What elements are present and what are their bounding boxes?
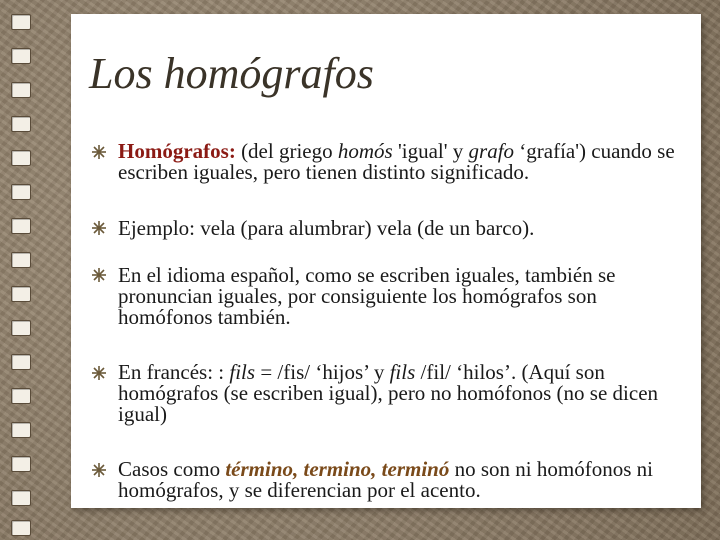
film-perforation-icon [11,150,31,166]
word-grafo: grafo [468,139,515,163]
asterisk-bullet-icon [91,267,107,283]
bullet-list [71,14,701,508]
film-perforation-icon [11,520,31,536]
word-homos: homós [337,139,393,163]
film-perforation-icon [11,286,31,302]
word-fils-1: fils [229,360,256,384]
bullet-ejemplo [118,218,693,239]
text-segment: En francés: : [118,360,230,384]
word-vela-2: vela [376,216,412,240]
asterisk-bullet-icon [91,462,107,478]
film-perforation-icon [11,116,31,132]
words-termino-variants: término, termino, terminó [225,457,450,481]
bullet-frances [118,362,693,425]
film-perforation-icon [11,48,31,64]
asterisk-bullet-icon [91,365,107,381]
term-homografos: Homógrafos: [118,139,236,163]
bullet-espanol [118,265,693,328]
film-perforation-icon [11,218,31,234]
film-perforation-icon [11,388,31,404]
film-perforation-icon [11,320,31,336]
film-perforation-icon [11,456,31,472]
slide-canvas [71,14,701,508]
text-segment: (de un barco). [411,216,535,240]
text-segment: /fil/ ‘hilos’. (Aquí son homógrafos (se escriben igual), pero no homófonos (no se dicen igual) [118,360,659,426]
word-fils-2: fils [389,360,416,384]
film-perforation-icon [11,422,31,438]
film-perforation-icon [11,82,31,98]
text-segment: ‘grafía') cuando se escriben iguales, pero tienen distinto significado. [118,139,675,184]
text-segment: = /fis/ ‘hijos’ y [255,360,390,384]
bullet-casos [118,459,693,501]
text-segment: Casos como [118,457,226,481]
film-perforation-icon [11,14,31,30]
text-segment: 'igual' y [392,139,469,163]
film-perforation-icon [11,252,31,268]
asterisk-bullet-icon [91,144,107,160]
word-vela-1: vela [200,216,236,240]
film-perforation-icon [11,354,31,370]
bullet-homografos-definition [118,141,693,183]
text-segment: (del griego [235,139,338,163]
text-segment: En el idioma español, como se escriben iguales, también se pronuncian iguales, por consiguiente los homógrafos son homófonos también. [118,263,616,329]
asterisk-bullet-icon [91,220,107,236]
film-perforation-icon [11,184,31,200]
film-perforation-icon [11,490,31,506]
text-segment: (para alumbrar) [235,216,377,240]
text-segment: no son ni homófonos ni homógrafos, y se diferencian por el acento. [118,457,653,502]
filmstrip-border [0,0,48,540]
text-segment: Ejemplo: [118,216,201,240]
slide-title: Los homógrafos [89,49,374,98]
